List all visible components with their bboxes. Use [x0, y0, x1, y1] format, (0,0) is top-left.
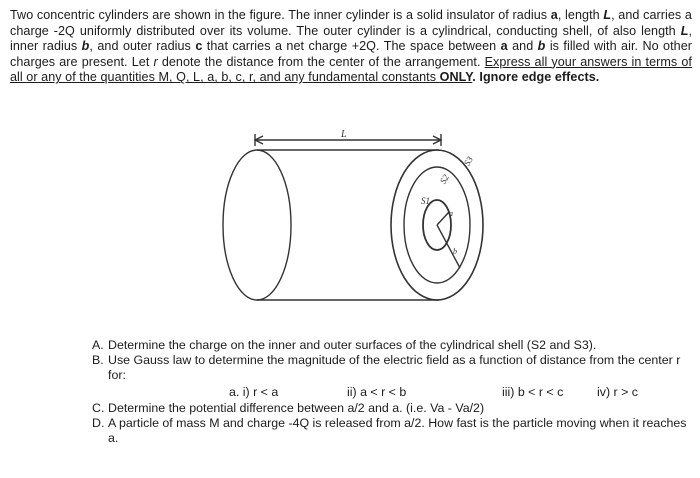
intro-text: .	[472, 70, 480, 85]
var-a: a	[550, 8, 558, 22]
answer-instruction: Express all your answers in terms of all or any of the quantities M, Q, L, a, b, c, r, and any fundamental constants	[10, 54, 692, 85]
question-list	[92, 338, 692, 446]
intro-text: , and outer radius	[89, 39, 196, 54]
intro-text: Two concentric cylinders are shown in the figure. The inner cylinder is a solid insulator of radius	[10, 8, 551, 22]
var-a: a	[500, 39, 508, 54]
intro-text: that carries a net charge +2Q. The space between	[202, 39, 501, 54]
intro-text: , length	[557, 8, 604, 22]
question-D	[92, 416, 692, 446]
question-label: D.	[92, 415, 105, 430]
question-label: B.	[92, 353, 104, 368]
cylinder-left-end	[223, 150, 291, 300]
var-c: c	[195, 39, 203, 54]
s2-label: S2	[437, 172, 451, 186]
a-label: a	[449, 209, 453, 218]
radius-a-line	[437, 212, 449, 225]
intro-text: and	[507, 39, 538, 54]
intro-text: , inner radius	[10, 23, 692, 54]
length-label: L	[341, 130, 347, 140]
subpart-i: a. i) r < a	[229, 384, 279, 399]
question-C	[92, 401, 692, 416]
intro-text: , and carries a charge -2Q uniformly distributed over its volume. The outer cylinder is a cylindrical, conducting shell, of also length	[10, 8, 692, 38]
s3-label: S3	[461, 154, 475, 168]
question-text: Use Gauss law to determine the magnitude of the electric field as a function of distance from the center r for:	[108, 353, 681, 383]
cylinder-figure	[215, 130, 505, 330]
question-A	[92, 338, 692, 353]
only-emphasis: ONLY	[439, 70, 473, 85]
problem-statement	[10, 8, 692, 86]
var-b: b	[537, 39, 546, 54]
var-r: r	[153, 54, 158, 69]
intro-text: is filled with air. No other charges are present. Let	[10, 39, 693, 69]
subpart-iv: iv) r > c	[597, 384, 638, 399]
question-text: Determine the potential difference between a/2 and a. (i.e. Va - Va/2)	[108, 400, 485, 415]
question-B	[92, 353, 692, 383]
var-b: b	[81, 39, 90, 54]
cylinder-diagram	[215, 130, 505, 330]
question-label: C.	[92, 400, 105, 415]
var-L: L	[603, 8, 612, 22]
ignore-edge-effects: Ignore edge effects.	[479, 70, 600, 85]
question-label: A.	[92, 338, 104, 352]
s1-label: S1	[421, 196, 430, 206]
question-B-subparts	[92, 384, 692, 401]
problem-paragraph	[10, 8, 692, 86]
question-text: A particle of mass M and charge -4Q is released from a/2. How fast is the particle moving when it reaches a.	[108, 415, 687, 446]
subpart-ii: ii) a < r < b	[347, 384, 407, 399]
var-L: L	[680, 23, 689, 38]
b-label: b	[453, 247, 457, 256]
question-text: Determine the charge on the inner and outer surfaces of the cylindrical shell (S2 and S3).	[108, 338, 597, 352]
intro-text: denote the distance from the center of the arrangement.	[157, 54, 485, 69]
subpart-iii: iii) b < r < c	[502, 384, 564, 399]
